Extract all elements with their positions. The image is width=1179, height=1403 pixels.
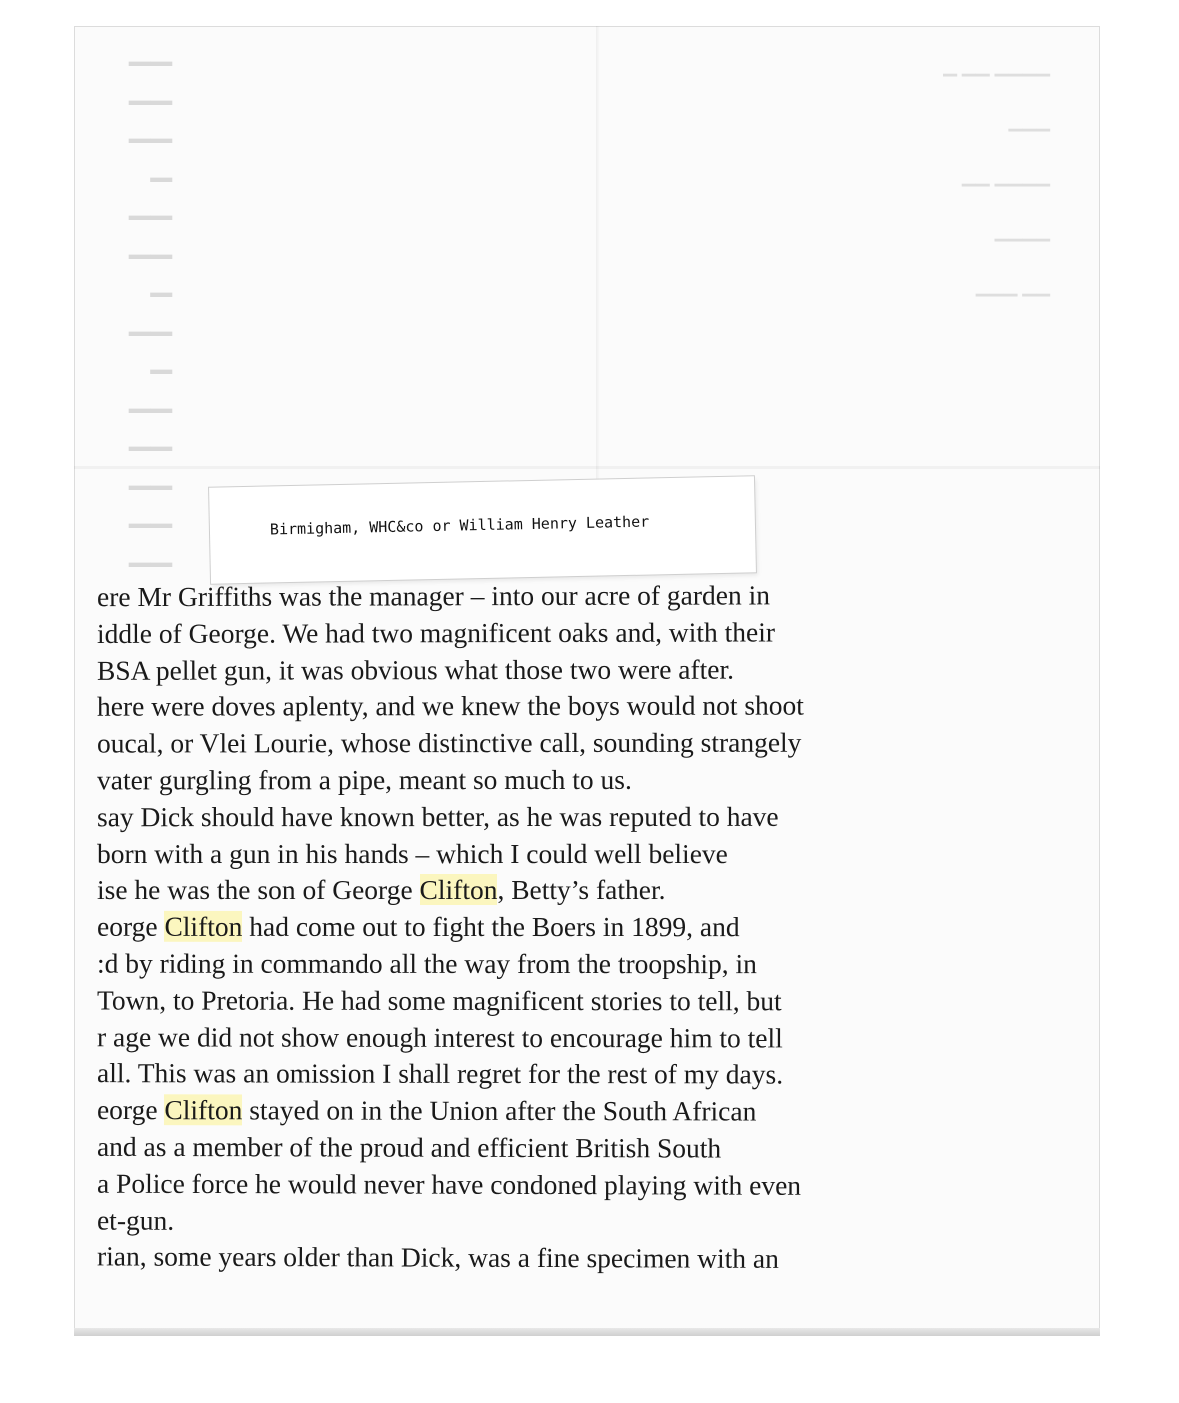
text-line: [97, 653, 977, 687]
text-span: all. This was an omission I shall regret for the rest of my days.: [96, 1057, 784, 1090]
text-span: Town, to Pretoria. He had some magnificent stories to tell, but: [96, 984, 782, 1017]
text-span: eorge: [96, 1094, 165, 1126]
text-span: born with a gun in his hands – which I could well believe: [96, 837, 728, 869]
fold-crease-horizontal: [74, 466, 1100, 469]
text-span: BSA pellet gun, it was obvious what those two were after.: [96, 653, 735, 686]
text-line: [97, 690, 977, 723]
label-slip: [209, 476, 756, 583]
text-span: et-gun.: [96, 1204, 175, 1236]
text-line: [97, 764, 977, 797]
text-line: [97, 838, 977, 870]
text-span: iddle of George. We had two magnificent oaks and, with their: [96, 616, 776, 649]
highlighted-word: Clifton: [164, 910, 243, 943]
text-line: [97, 1131, 977, 1165]
text-line: [97, 1058, 977, 1092]
text-span: rian, some years older than Dick, was a fine specimen with an: [96, 1240, 779, 1275]
text-line: [97, 1241, 977, 1276]
text-span: vater gurgling from a pipe, meant so much to us.: [96, 763, 632, 796]
highlighted-word: Clifton: [419, 874, 498, 906]
text-line: [97, 616, 977, 650]
text-span: and as a member of the proud and efficient British South: [96, 1130, 722, 1164]
text-span: had come out to fight the Boers in 1899, and: [242, 911, 740, 943]
text-line: [97, 801, 977, 833]
paper-bottom-edge: [74, 1328, 1100, 1336]
bleed-through-marks: ▁▁ ▁▁ ▁▁ ▁ ▁▁ ▁▁ ▁ ▁▁ ▁ ▁▁ ▁▁ ▁▁ ▁▁ ▁▁: [128, 35, 172, 567]
text-span: oucal, or Vlei Lourie, whose distinctive call, sounding strangely: [96, 726, 802, 759]
text-span: ere Mr Griffiths was the manager – into our acre of garden in: [96, 579, 771, 613]
text-line: [97, 727, 977, 760]
text-span: :d by riding in commando all the way from the troopship, in: [96, 947, 757, 980]
text-line: [97, 1204, 977, 1239]
text-line: [97, 1167, 977, 1202]
text-line: [97, 911, 977, 943]
text-span: eorge: [96, 910, 165, 942]
text-line: [97, 1094, 977, 1128]
text-line: [97, 1021, 977, 1054]
text-span: a Police force he would never have condoned playing with even: [96, 1167, 802, 1201]
text-span: stayed on in the Union after the South African: [242, 1094, 757, 1127]
label-text: Birmigham, WHC&co or William Henry Leather: [269, 512, 650, 539]
text-line: [97, 984, 977, 1017]
text-span: r age we did not show enough interest to encourage him to tell: [96, 1020, 783, 1053]
highlighted-word: Clifton: [164, 1094, 243, 1126]
text-line: [97, 874, 977, 906]
text-line: [97, 948, 977, 981]
text-span: here were doves aplenty, and we knew the boys would not shoot: [96, 689, 804, 723]
text-span: , Betty’s father.: [497, 874, 666, 906]
fold-crease-vertical: [596, 26, 600, 506]
text-span: ise he was the son of George: [96, 874, 420, 906]
bleed-through-marks-right: ▁▁▁▁ ▁▁ ▁ ▁▁▁ ▁▁▁▁ ▁▁ ▁▁▁▁ ▁▁ ▁▁▁: [943, 56, 1050, 296]
text-span: say Dick should have known better, as he was reputed to have: [96, 800, 779, 833]
text-line: [97, 579, 977, 613]
